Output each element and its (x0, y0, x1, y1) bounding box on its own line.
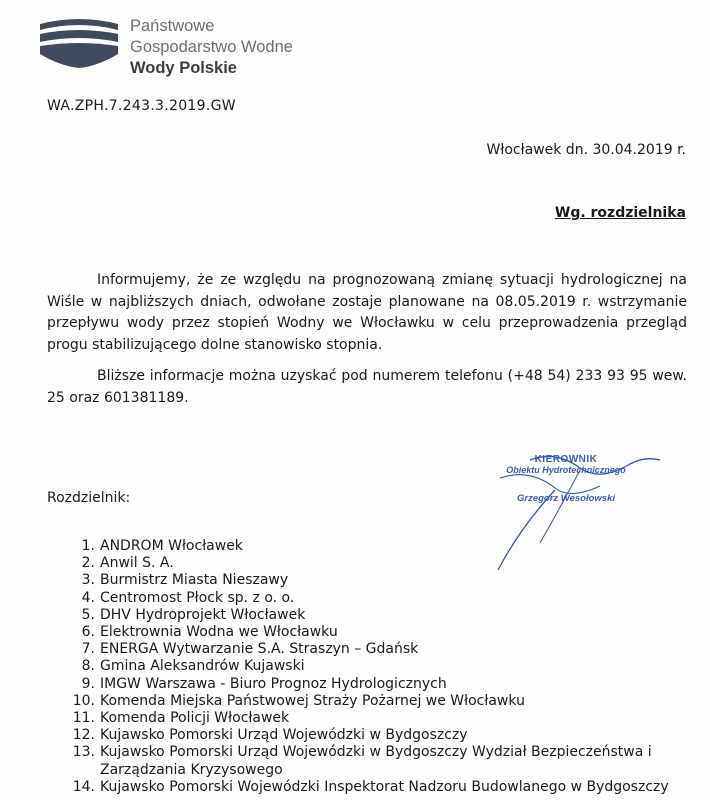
list-item-text: Anwil S. A. (100, 555, 174, 572)
logo-line-3: Wody Polskie (130, 59, 237, 77)
logo-line-1: Państwowe (130, 17, 215, 35)
list-item (47, 590, 697, 607)
wave-logo-icon (38, 16, 120, 74)
list-item-text: Kujawsko Pomorski Urząd Wojewódzki w Bydgoszczy (100, 727, 468, 744)
list-item-text: Komenda Policji Włocławek (100, 710, 290, 727)
list-item (47, 779, 697, 796)
list-item (47, 727, 697, 744)
list-item-number: 8. (81, 658, 95, 675)
list-item-text: Kujawsko Pomorski Urząd Wojewódzki w Bydgoszczy Wydział Bezpieczeństwa i Zarządzania Kryzysowego (100, 744, 652, 778)
paragraph-1 (47, 270, 687, 356)
list-item (47, 693, 697, 710)
list-item-text: ENERGA Wytwarzanie S.A. Straszyn – Gdańsk (100, 641, 419, 658)
list-item-number: 10. (72, 692, 95, 709)
list-item-text: Gmina Aleksandrów Kujawski (100, 658, 305, 675)
list-item-text: Burmistrz Miasta Nieszawy (100, 572, 289, 589)
recipient: Wg. rozdzielnika (554, 205, 686, 221)
list-item-number: 4. (81, 589, 95, 606)
list-item-number: 12. (72, 727, 95, 744)
distribution-list (47, 538, 697, 796)
list-item (47, 641, 697, 658)
paragraph-1-text: Informujemy, że ze względu na prognozowaną zmianę sytuacji hydrologicznej na Wiśle w najbliższych dniach, odwołane zostaje planowane na 08.05.2019 r. wstrzymanie przepływu wody przez stopień Wodny we Włocławku w celu przeprowadzenia przegląd progu stabilizującego dolne stanowisko stopnia. (47, 272, 687, 353)
list-item (47, 676, 697, 693)
list-item (47, 744, 697, 778)
list-item (47, 607, 697, 624)
paragraph-2-text: Bliższe informacje można uzyskać pod numerem telefonu (+48 54) 233 93 95 wew. 25 oraz 601381189. (47, 368, 687, 406)
distribution-title: Rozdzielnik: (47, 490, 131, 506)
list-item-number: 3. (81, 572, 95, 589)
paragraph-2 (47, 366, 687, 409)
list-item (47, 572, 697, 589)
list-item-number: 7. (81, 641, 95, 658)
list-item-text: Elektrownia Wodna we Włocławku (100, 624, 338, 641)
list-item (47, 555, 697, 572)
reference-number: WA.ZPH.7.243.3.2019.GW (47, 98, 236, 114)
logo-line-2: Gospodarstwo Wodne (130, 38, 293, 56)
list-item (47, 538, 697, 555)
list-item (47, 658, 697, 675)
stamp-line-1: KIEROWNIK (534, 454, 598, 465)
list-item-number: 2. (81, 555, 95, 572)
list-item-number: 11. (72, 710, 95, 727)
wody-polskie-logo (38, 8, 298, 83)
list-item-text: Komenda Miejska Państwowej Straży Pożarnej we Włocławku (100, 692, 525, 709)
list-item (47, 624, 697, 641)
list-item-text: Kujawsko Pomorski Wojewódzki Inspektorat Nadzoru Budowlanego w Bydgoszczy (100, 778, 669, 795)
list-item-text: ANDROM Włocławek (100, 538, 243, 554)
list-item (47, 710, 697, 727)
place-date: Włocławek dn. 30.04.2019 r. (486, 142, 686, 158)
list-item-number: 5. (81, 606, 95, 623)
stamp-line-2: Obiektu Hydrotechnicznego (506, 465, 626, 475)
stamp-line-3: Grzegorz Wesołowski (516, 493, 615, 504)
list-item-text: IMGW Warszawa - Biuro Prognoz Hydrologicznych (100, 675, 447, 692)
logo-text (130, 16, 293, 79)
list-item-number: 1. (81, 538, 95, 554)
list-item-number: 6. (81, 624, 95, 641)
list-item-number: 13. (72, 744, 95, 761)
list-item-text: Centromost Płock sp. z o. o. (100, 589, 295, 606)
list-item-number: 9. (81, 675, 95, 692)
list-item-number: 14. (72, 778, 95, 795)
list-item-text: DHV Hydroprojekt Włocławek (100, 606, 306, 623)
